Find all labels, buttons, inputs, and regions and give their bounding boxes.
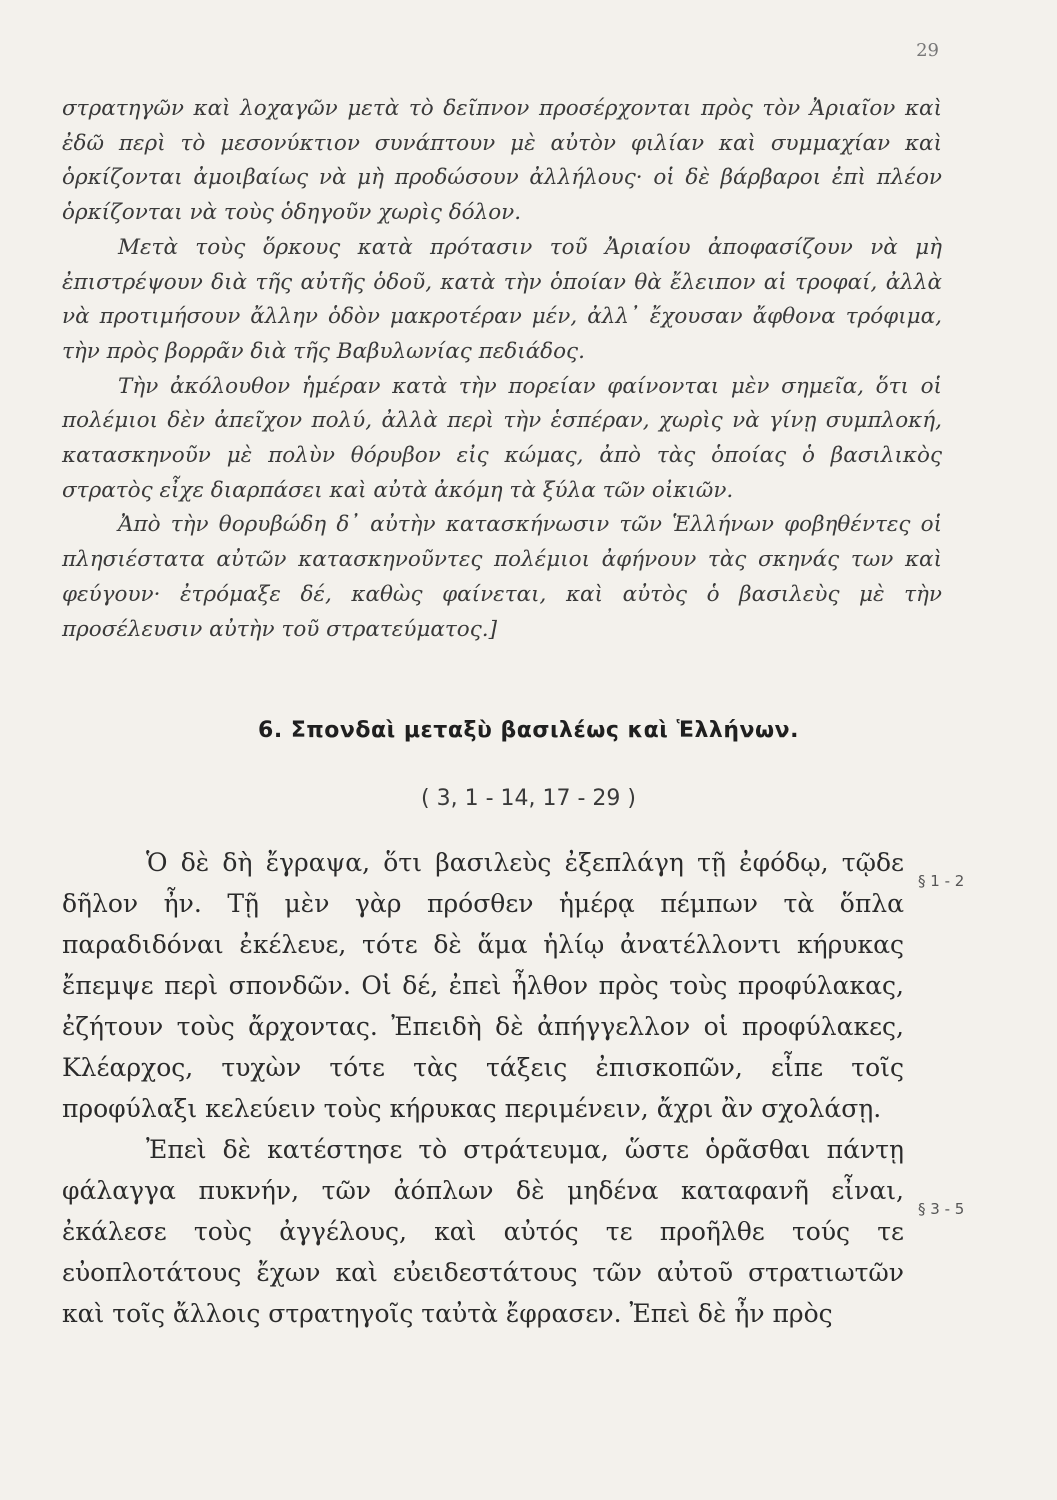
italic-paragraph: Τὴν ἀκόλουθον ἡμέραν κατὰ τὴν πορείαν φαίνονται μὲν σημεῖα, ὅτι οἱ πολέμιοι δὲν ἀπεῖχον πολύ, ἀλλὰ περὶ τὴν ἑσπέραν, χωρὶς νὰ γίνῃ συμπλοκή, κατασκηνοῦν μὲ πολὺν θόρυβον εἰς κώμας, ἀπὸ τὰς ὁποίας ὁ βασιλικὸς στρατὸς εἶχε διαρπάσει καὶ αὐτὰ ἀκόμη τὰ ξύλα τῶν οἰκιῶν. — [62, 373, 942, 503]
italic-paragraph: στρατηγῶν καὶ λοχαγῶν μετὰ τὸ δεῖπνον προσέρχονται πρὸς τὸν Ἀριαῖον καὶ ἐδῶ περὶ τὸ μεσονύκτιον συνάπτουν μὲ αὐτὸν φιλίαν καὶ συμμαχίαν καὶ ὁρκίζονται ἀμοιβαίως νὰ μὴ προδώσουν ἀλλήλους· οἱ δὲ βάρβαροι ἐπὶ πλέον ὁρκίζονται νὰ τοὺς ὁδηγοῦν χωρὶς δόλον. — [62, 96, 942, 226]
main-paragraph: Ἐπεὶ δὲ κατέστησε τὸ στράτευμα, ὥστε ὁρᾶσθαι πάντῃ φάλαγγα πυκνήν, τῶν ἀόπλων δὲ μηδένα καταφανῆ εἶναι, ἐκάλεσε τοὺς ἀγγέλους, καὶ αὐτός τε προῆλθε τούς τε εὐοπλοτάτους ἔχων καὶ εὐειδεστάτους τῶν αὐτοῦ στρατιωτῶν καὶ τοῖς ἄλλοις στρατηγοῖς ταὐτὰ ἔφρασεν. Ἐπεὶ δὲ ἦν πρὸς — [62, 1135, 904, 1328]
main-paragraph: Ὁ δὲ δὴ ἔγραψα, ὅτι βασιλεὺς ἐξεπλάγη τῇ ἐφόδῳ, τῷδε δῆλον ἦν. Τῇ μὲν γὰρ πρόσθεν ἡμέρᾳ πέμπων τὰ ὅπλα παραδιδόναι ἐκέλευε, τότε δὲ ἅμα ἡλίῳ ἀνατέλλοντι κήρυκας ἔπεμψε περὶ σπονδῶν. Οἱ δέ, ἐπεὶ ἦλθον πρὸς τοὺς προφύλακας, ἐζήτουν τοὺς ἄρχοντας. Ἐπειδὴ δὲ ἀπήγγελλον οἱ προφύλακες, Κλέαρχος, τυχὼν τότε τὰς τάξεις ἐπισκοπῶν, εἶπε τοῖς προφύλαξι κελεύειν τοὺς κήρυκας περιμένειν, ἄχρι ἂν σχολάσῃ. — [62, 848, 904, 1123]
main-greek-text — [62, 842, 904, 1334]
italic-summary — [62, 92, 942, 647]
italic-paragraph: Μετὰ τοὺς ὅρκους κατὰ πρότασιν τοῦ Ἀριαίου ἀποφασίζουν νὰ μὴ ἐπιστρέψουν διὰ τῆς αὐτῆς ὁδοῦ, κατὰ τὴν ὁποίαν θὰ ἔλειπον αἱ τροφαί, ἀλλὰ νὰ προτιμήσουν ἄλλην ὁδὸν μακροτέραν μέν, ἀλλ᾽ ἔχουσαν ἄφθονα τρόφιμα, τὴν πρὸς βορρᾶν διὰ τῆς Βαβυλωνίας πεδιάδος. — [62, 234, 942, 364]
margin-reference: § 1 - 2 — [918, 872, 965, 890]
section-heading: 6. Σπονδαὶ μεταξὺ βασιλέως καὶ Ἑλλήνων. — [258, 718, 799, 743]
page-number: 29 — [916, 40, 939, 61]
margin-reference: § 3 - 5 — [918, 1200, 965, 1218]
italic-paragraph: Ἀπὸ τὴν θορυβώδη δ᾽ αὐτὴν κατασκήνωσιν τῶν Ἑλλήνων φοβηθέντες οἱ πλησιέστατα αὐτῶν κατασκηνοῦντες πολέμιοι ἀφήνουν τὰς σκηνάς των καὶ φεύγουν· ἐτρόμαξε δέ, καθὼς φαίνεται, καὶ αὐτὸς ὁ βασιλεὺς μὲ τὴν προσέλευσιν αὐτὴν τοῦ στρατεύματος.] — [62, 512, 942, 642]
section-reference: ( 3, 1 - 14, 17 - 29 ) — [421, 786, 636, 811]
